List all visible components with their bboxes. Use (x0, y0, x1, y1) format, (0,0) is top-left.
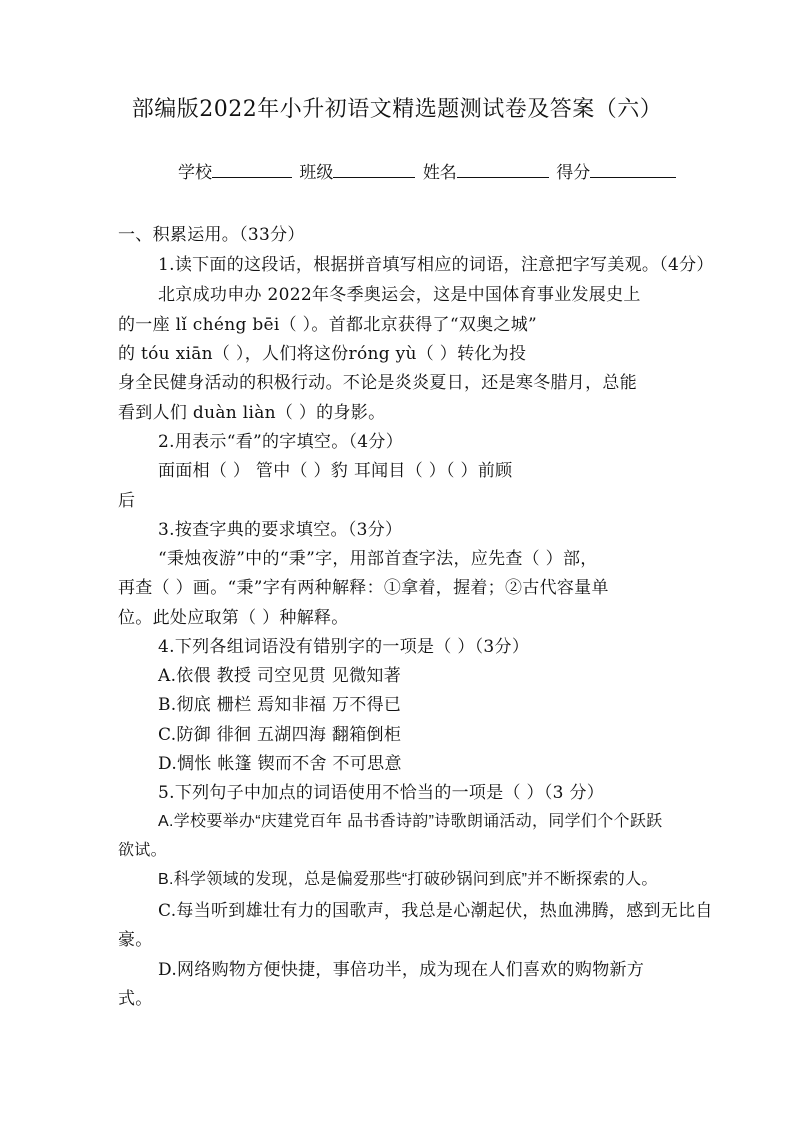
option-b: B.彻底 栅栏 焉知非福 万不得已 (158, 695, 402, 715)
option-b: B.科学领域的发现，总是偏爱那些“打破砂锅问到底”并不断探索的人。 (158, 871, 658, 888)
section-heading: 一、积累运用。（33分） (118, 225, 305, 245)
question-5-prompt: 5.下列句子中加点的词语使用不恰当的一项是（ ）（3 分） (158, 783, 605, 803)
question-1-text: 的 tóu xiān（ ），人们将这份róng yù（ ）转化为投 (118, 344, 527, 364)
option-d-continued: 式。 (118, 989, 153, 1009)
question-1-prompt: 1.读下面的这段话，根据拼音填写相应的词语，注意把字写美观。（4分） (158, 255, 714, 275)
score-blank[interactable] (590, 159, 676, 178)
option-a: A.学校要举办“庆建党百年 品书香诗韵”诗歌朗诵活动，同学们个个跃跃 (158, 813, 663, 830)
question-1-text: 的一座 lǐ chéng bēi（ ）。首都北京获得了“双奥之城” (118, 315, 538, 335)
question-1-text: 看到人们 duàn liàn（ ）的身影。 (118, 403, 386, 423)
student-info-row (178, 158, 678, 183)
question-3-text: 再查（ ）画。“秉”字有两种解释：①拿着，握着；②古代容量单 (118, 578, 609, 598)
question-3-text: “秉烛夜游”中的“秉”字，用部首查字法，应先查（ ）部， (158, 549, 598, 569)
option-a-continued: 欲试。 (118, 842, 167, 859)
option-d: D.惆怅 帐篷 锲而不舍 不可思意 (158, 754, 402, 774)
school-blank[interactable] (212, 159, 292, 178)
question-2-prompt: 2.用表示“看”的字填空。（4分） (158, 432, 404, 452)
name-label: 姓名 (422, 163, 457, 183)
page-title: 部编版2022年小升初语文精选题测试卷及答案（六） (131, 97, 663, 122)
option-c: C.防御 徘徊 五湖四海 翻箱倒柜 (158, 725, 402, 745)
question-2-text: 面面相（ ） 管中（ ）豹 耳闻目（ ）（ ）前顾 (158, 461, 513, 481)
score-label: 得分 (556, 163, 591, 183)
school-label: 学校 (178, 163, 212, 183)
name-blank[interactable] (457, 159, 549, 178)
question-1-text: 身全民健身活动的积极行动。不论是炎炎夏日，还是寒冬腊月，总能 (118, 373, 637, 393)
option-d: D.网络购物方便快捷，事倍功半，成为现在人们喜欢的购物新方 (158, 960, 645, 980)
class-blank[interactable] (333, 159, 415, 178)
question-2-text: 后 (118, 491, 136, 511)
option-c-continued: 豪。 (118, 930, 153, 950)
option-a: A.依偎 教授 司空见贯 见微知著 (158, 666, 401, 686)
class-label: 班级 (299, 163, 334, 183)
question-3-prompt: 3.按查字典的要求填空。（3分） (158, 520, 403, 540)
question-1-text: 北京成功申办 2022年冬季奥运会，这是中国体育事业发展史上 (158, 285, 641, 305)
question-4-prompt: 4.下列各组词语没有错别字的一项是（ ）（3分） (158, 637, 530, 657)
question-3-text: 位。此处应取第（ ）种解释。 (118, 608, 349, 628)
option-c: C.每当听到雄壮有力的国歌声，我总是心潮起伏，热血沸腾，感到无比自 (158, 901, 713, 921)
